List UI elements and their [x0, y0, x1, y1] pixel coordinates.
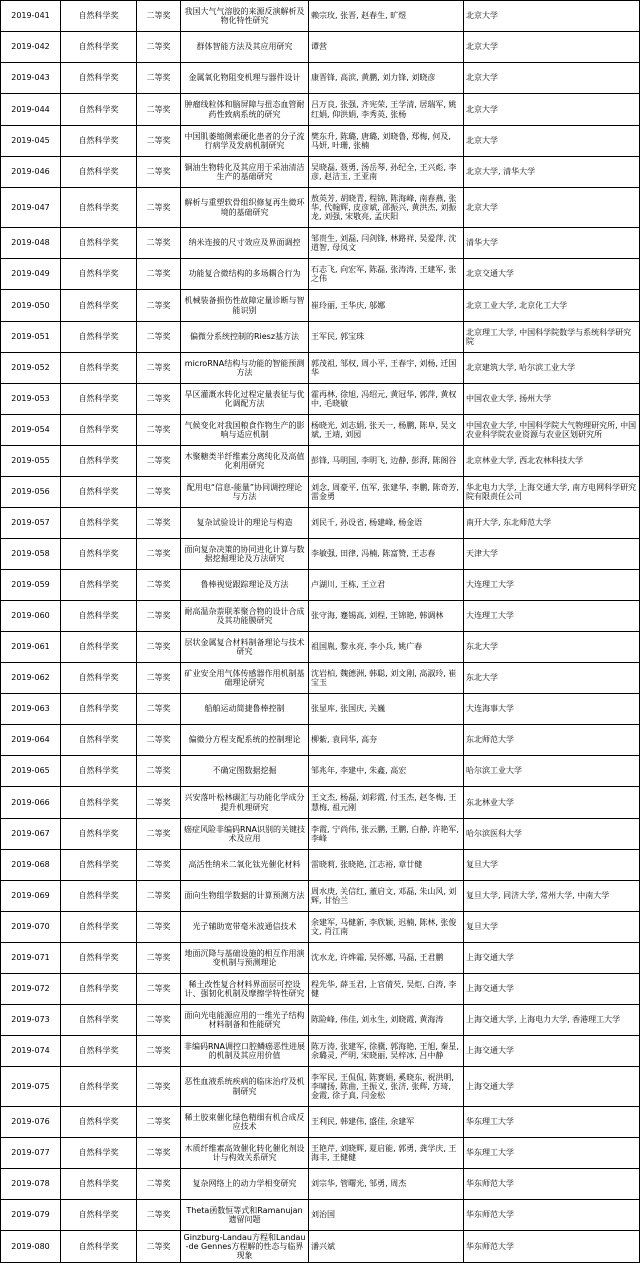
award-category: 自然科学奖 [61, 1200, 137, 1231]
award-level: 二等奖 [137, 126, 181, 157]
award-category: 自然科学奖 [61, 94, 137, 126]
award-category: 自然科学奖 [61, 477, 137, 508]
award-category: 自然科学奖 [61, 1, 137, 32]
organizations: 上海交通大学 [464, 943, 640, 974]
organizations: 大连理工大学 [464, 601, 640, 632]
award-level: 二等奖 [137, 850, 181, 881]
project-title: 非编码RNA调控口腔鳞癌恶性进展的机制及其应用价值 [181, 1036, 309, 1067]
award-level: 二等奖 [137, 508, 181, 539]
completers: 柳紫, 袁同华, 高夯 [309, 725, 464, 756]
award-category: 自然科学奖 [61, 1005, 137, 1036]
completers: 沈水龙, 许烨霜, 吴怀娜, 马磊, 王君鹏 [309, 943, 464, 974]
award-id: 2019-072 [1, 974, 61, 1005]
award-category: 自然科学奖 [61, 1231, 137, 1263]
completers: 张守海, 蹇锡高, 刘程, 王锦艳, 韩调林 [309, 601, 464, 632]
project-title: 鲁棒视觉跟踪理论及方法 [181, 570, 309, 601]
award-id: 2019-070 [1, 912, 61, 943]
award-id: 2019-069 [1, 881, 61, 912]
organizations: 华东师范大学 [464, 1200, 640, 1231]
table-row [1, 157, 640, 188]
award-level: 二等奖 [137, 756, 181, 787]
table-row [1, 94, 640, 126]
organizations: 大连理工大学 [464, 570, 640, 601]
award-id: 2019-053 [1, 384, 61, 415]
award-id: 2019-060 [1, 601, 61, 632]
table-row [1, 290, 640, 322]
award-level: 二等奖 [137, 32, 181, 63]
award-category: 自然科学奖 [61, 188, 137, 228]
organizations: 上海交通大学, 上海电力大学, 香港理工大学 [464, 1005, 640, 1036]
completers: 程先华, 薛玉君, 上官倩芡, 吴炬, 白涛, 李健 [309, 974, 464, 1005]
award-category: 自然科学奖 [61, 819, 137, 850]
completers: 邹贵生, 刘磊, 闫剑锋, 林路祥, 吴爱萍, 沈道智, 母凤文 [309, 228, 464, 259]
award-id: 2019-058 [1, 539, 61, 570]
organizations: 北京大学 [464, 63, 640, 94]
organizations: 哈尔滨医科大学 [464, 819, 640, 850]
completers: 王文杰, 杨磊, 刘彩霞, 付玉杰, 赵冬梅, 王慧梅, 祖元刚 [309, 787, 464, 819]
organizations: 上海交通大学 [464, 1036, 640, 1067]
award-category: 自然科学奖 [61, 570, 137, 601]
award-id: 2019-057 [1, 508, 61, 539]
award-level: 二等奖 [137, 1107, 181, 1138]
table-row [1, 1067, 640, 1107]
award-id: 2019-065 [1, 756, 61, 787]
project-title: 解析与重塑软骨组织修复再生微环境的基础研究 [181, 188, 309, 228]
award-level: 二等奖 [137, 1138, 181, 1169]
table-row [1, 228, 640, 259]
organizations: 北京工业大学, 北京化工大学 [464, 290, 640, 322]
table-row [1, 446, 640, 477]
table-row [1, 508, 640, 539]
project-title: Ginzburg-Landau方程和Landau-de Gennes方程解的性态与临界现象 [181, 1231, 309, 1263]
organizations: 北京大学 [464, 94, 640, 126]
table-row [1, 384, 640, 415]
award-category: 自然科学奖 [61, 1169, 137, 1200]
award-level: 二等奖 [137, 446, 181, 477]
organizations: 上海交通大学 [464, 974, 640, 1005]
award-id: 2019-063 [1, 694, 61, 725]
award-level: 二等奖 [137, 974, 181, 1005]
organizations: 东北大学 [464, 663, 640, 694]
award-level: 二等奖 [137, 290, 181, 322]
completers: 吴晓磊, 聂勇, 汤岳琴, 孙纪全, 王兴彪, 李彦, 赵洁玉, 王亚南 [309, 157, 464, 188]
organizations: 华东师范大学 [464, 1169, 640, 1200]
award-level: 二等奖 [137, 63, 181, 94]
completers: 李霞, 宁尚伟, 张云鹏, 王鹏, 白静, 许艳军, 李峰 [309, 819, 464, 850]
award-category: 自然科学奖 [61, 1107, 137, 1138]
award-id: 2019-050 [1, 290, 61, 322]
project-title: 偏微分系统控制的Riesz基方法 [181, 322, 309, 353]
table-row [1, 63, 640, 94]
project-title: 复杂网络上的动力学相变研究 [181, 1169, 309, 1200]
table-row [1, 1, 640, 32]
project-title: 金属氧化物阻变机理与器件设计 [181, 63, 309, 94]
project-title: 中国肌萎缩侧索硬化患者的分子流行病学及发病机制研究 [181, 126, 309, 157]
table-row [1, 259, 640, 290]
completers: 李军民, 王侃侃, 陈赛娟, 奚晓东, 祝洪明, 李啸扬, 陈曲, 王振义, 张济, 张辉, 方琦, 金霞, 徐子真, 闫金松 [309, 1067, 464, 1107]
award-level: 二等奖 [137, 570, 181, 601]
award-category: 自然科学奖 [61, 632, 137, 663]
award-level: 二等奖 [137, 353, 181, 384]
organizations: 北京理工大学, 中国科学院数学与系统科学研究院 [464, 322, 640, 353]
completers: 潘兴斌 [309, 1231, 464, 1263]
completers: 余建军, 马健新, 李欣颖, 迟楠, 陈林, 张俊文, 肖江南 [309, 912, 464, 943]
award-id: 2019-078 [1, 1169, 61, 1200]
table-row [1, 663, 640, 694]
table-row [1, 943, 640, 974]
completers: 邹兆年, 李建中, 朱鑫, 高宏 [309, 756, 464, 787]
project-title: 稀土胶束催化绿色精细有机合成反应技术 [181, 1107, 309, 1138]
award-level: 二等奖 [137, 1200, 181, 1231]
award-level: 二等奖 [137, 228, 181, 259]
organizations: 上海交通大学 [464, 1067, 640, 1107]
award-category: 自然科学奖 [61, 1036, 137, 1067]
award-id: 2019-059 [1, 570, 61, 601]
table-row [1, 1200, 640, 1231]
project-title: 我国大气气溶胶的来源反演解析及物化特性研究 [181, 1, 309, 32]
table-row [1, 570, 640, 601]
award-level: 二等奖 [137, 1005, 181, 1036]
award-category: 自然科学奖 [61, 850, 137, 881]
organizations: 华东理工大学 [464, 1138, 640, 1169]
project-title: 矿业安全用气体传感器作用机制基础理论研究 [181, 663, 309, 694]
award-level: 二等奖 [137, 663, 181, 694]
award-category: 自然科学奖 [61, 943, 137, 974]
award-id: 2019-071 [1, 943, 61, 974]
award-category: 自然科学奖 [61, 725, 137, 756]
organizations: 北京大学 [464, 1, 640, 32]
award-category: 自然科学奖 [61, 974, 137, 1005]
award-id: 2019-056 [1, 477, 61, 508]
award-id: 2019-080 [1, 1231, 61, 1263]
completers: 崔玲丽, 王华庆, 邬娜 [309, 290, 464, 322]
award-level: 二等奖 [137, 94, 181, 126]
award-category: 自然科学奖 [61, 157, 137, 188]
award-id: 2019-049 [1, 259, 61, 290]
award-category: 自然科学奖 [61, 415, 137, 446]
award-table-body [1, 1, 640, 1263]
organizations: 哈尔滨工业大学 [464, 756, 640, 787]
award-level: 二等奖 [137, 1, 181, 32]
award-category: 自然科学奖 [61, 756, 137, 787]
award-level: 二等奖 [137, 819, 181, 850]
project-title: 纳米连接的尺寸效应及界面调控 [181, 228, 309, 259]
award-id: 2019-054 [1, 415, 61, 446]
award-level: 二等奖 [137, 1169, 181, 1200]
award-level: 二等奖 [137, 881, 181, 912]
award-id: 2019-067 [1, 819, 61, 850]
award-category: 自然科学奖 [61, 1138, 137, 1169]
organizations: 天津大学 [464, 539, 640, 570]
award-category: 自然科学奖 [61, 63, 137, 94]
organizations: 复旦大学 [464, 850, 640, 881]
organizations: 北京大学 [464, 188, 640, 228]
organizations: 东北师范大学 [464, 725, 640, 756]
award-category: 自然科学奖 [61, 663, 137, 694]
completers: 杨晓光, 刘志娟, 张天一, 杨鹏, 陈阜, 吴文斌, 王靖, 刘园 [309, 415, 464, 446]
project-title: 层状金属复合材料制备理论与技术研究 [181, 632, 309, 663]
completers: 卢湖川, 王栋, 王立君 [309, 570, 464, 601]
project-title: 不确定图数据挖掘 [181, 756, 309, 787]
completers: 刘治国 [309, 1200, 464, 1231]
table-row [1, 1231, 640, 1263]
project-title: 气候变化对我国粮食作物生产的影响与适应机制 [181, 415, 309, 446]
award-level: 二等奖 [137, 384, 181, 415]
award-level: 二等奖 [137, 694, 181, 725]
organizations: 大连海事大学 [464, 694, 640, 725]
award-level: 二等奖 [137, 477, 181, 508]
table-row [1, 850, 640, 881]
completers: 张显库, 张国庆, 关巍 [309, 694, 464, 725]
table-row [1, 881, 640, 912]
award-level: 二等奖 [137, 912, 181, 943]
project-title: 肿瘤线粒体和脑屏障与扭态血管耐药性致病系统的研究 [181, 94, 309, 126]
award-id: 2019-079 [1, 1200, 61, 1231]
award-id: 2019-062 [1, 663, 61, 694]
table-row [1, 1036, 640, 1067]
project-title: 兴安落叶松林碳汇与功能化学成分提升机理研究 [181, 787, 309, 819]
completers: 郭茂祖, 邹权, 周小平, 王春宇, 刘杨, 迁国华 [309, 353, 464, 384]
award-category: 自然科学奖 [61, 126, 137, 157]
project-title: 旱区灌溉水转化过程定量表征与优化调配方法 [181, 384, 309, 415]
project-title: 木质纤维素高效催化转化催化剂设计与构效关系研究 [181, 1138, 309, 1169]
award-category: 自然科学奖 [61, 353, 137, 384]
organizations: 中国农业大学, 扬州大学 [464, 384, 640, 415]
award-id: 2019-045 [1, 126, 61, 157]
award-id: 2019-052 [1, 353, 61, 384]
award-category: 自然科学奖 [61, 912, 137, 943]
organizations: 北京大学, 清华大学 [464, 157, 640, 188]
award-category: 自然科学奖 [61, 290, 137, 322]
award-id: 2019-076 [1, 1107, 61, 1138]
award-category: 自然科学奖 [61, 446, 137, 477]
project-title: 高活性纳米二氧化钛光催化材料 [181, 850, 309, 881]
project-title: 恶性血液系统疾病的临床治疗及机制研究 [181, 1067, 309, 1107]
project-title: 耐高温杂萘联苯聚合物的设计合成及其功能膜研究 [181, 601, 309, 632]
award-category: 自然科学奖 [61, 259, 137, 290]
award-category: 自然科学奖 [61, 508, 137, 539]
award-id: 2019-075 [1, 1067, 61, 1107]
project-title: 稀土改性复合材料界面层可控设计、强韧化机制及摩擦学特性研究 [181, 974, 309, 1005]
table-row [1, 974, 640, 1005]
table-row [1, 353, 640, 384]
organizations: 中国农业大学, 中国科学院大气物理研究所, 中国农业科学院农业资源与农业区划研究所 [464, 415, 640, 446]
award-level: 二等奖 [137, 259, 181, 290]
project-title: 铜油生物转化及其应用于采油清洁生产的基础研究 [181, 157, 309, 188]
project-title: 配用电“信息-能量”协同调控理论与方法 [181, 477, 309, 508]
table-row [1, 539, 640, 570]
table-row [1, 725, 640, 756]
completers: 刘念, 周豪平, 伍军, 张建华, 李鹏, 陈奇芳, 雷金勇 [309, 477, 464, 508]
award-category: 自然科学奖 [61, 32, 137, 63]
project-title: 面向光电能源应用的一维光子结构材料制备和性能研究 [181, 1005, 309, 1036]
award-id: 2019-055 [1, 446, 61, 477]
award-category: 自然科学奖 [61, 384, 137, 415]
project-title: 偏微分方程支配系统的控制理论 [181, 725, 309, 756]
award-category: 自然科学奖 [61, 787, 137, 819]
organizations: 华东理工大学 [464, 1107, 640, 1138]
organizations: 北京大学 [464, 32, 640, 63]
completers: 彭锋, 马明国, 李明飞, 边静, 彭湃, 陈阁谷 [309, 446, 464, 477]
award-category: 自然科学奖 [61, 322, 137, 353]
organizations: 北京林业大学, 西北农林科技大学 [464, 446, 640, 477]
completers: 李敏强, 田律, 冯楠, 陈富赞, 王志春 [309, 539, 464, 570]
award-category: 自然科学奖 [61, 601, 137, 632]
table-row [1, 126, 640, 157]
project-title: 面向复杂决策的协同进化计算与数据挖掘理论及方法研究 [181, 539, 309, 570]
table-row [1, 601, 640, 632]
award-level: 二等奖 [137, 322, 181, 353]
organizations: 北京大学 [464, 126, 640, 157]
award-id: 2019-046 [1, 157, 61, 188]
table-row [1, 756, 640, 787]
project-title: 光子辅助宽带毫米波通信技术 [181, 912, 309, 943]
completers: 石志飞, 向宏军, 陈磊, 张涛涛, 王建军, 张之伟 [309, 259, 464, 290]
completers: 吕万良, 张强, 齐宪荣, 王学清, 居瑞军, 姚红娟, 仰洪娟, 李秀英, 张杨 [309, 94, 464, 126]
organizations: 清华大学 [464, 228, 640, 259]
project-title: microRNA结构与功能的智能预测方法 [181, 353, 309, 384]
award-id: 2019-074 [1, 1036, 61, 1067]
award-level: 二等奖 [137, 601, 181, 632]
completers: 康晋锋, 高滨, 黄鹏, 刘力锋, 刘晓彦 [309, 63, 464, 94]
table-row [1, 322, 640, 353]
award-id: 2019-064 [1, 725, 61, 756]
award-category: 自然科学奖 [61, 881, 137, 912]
table-row [1, 912, 640, 943]
completers: 王艳芹, 刘晓辉, 夏启能, 郭勇, 龚学庆, 王海丰, 王健健 [309, 1138, 464, 1169]
award-level: 二等奖 [137, 157, 181, 188]
project-title: Theta函数恒等式和Ramanujan遗留问题 [181, 1200, 309, 1231]
award-id: 2019-077 [1, 1138, 61, 1169]
table-row [1, 1169, 640, 1200]
award-level: 二等奖 [137, 632, 181, 663]
award-level: 二等奖 [137, 787, 181, 819]
award-id: 2019-043 [1, 63, 61, 94]
award-level: 二等奖 [137, 1036, 181, 1067]
award-level: 二等奖 [137, 415, 181, 446]
award-id: 2019-044 [1, 94, 61, 126]
table-row [1, 819, 640, 850]
completers: 霍再林, 徐旭, 冯绍元, 黄冠华, 郭萍, 黄权中, 毛晓敏 [309, 384, 464, 415]
table-row [1, 1107, 640, 1138]
award-id: 2019-066 [1, 787, 61, 819]
award-id: 2019-048 [1, 228, 61, 259]
completers: 敖英芳, 胡晓青, 程锦, 陈海峰, 南春燕, 张华, 代翰辉, 皮彦斌, 邵振兴, 黄洪杰, 刘振龙, 刘强, 宋敬亮, 孟庆阳 [309, 188, 464, 228]
award-id: 2019-042 [1, 32, 61, 63]
table-row [1, 1005, 640, 1036]
organizations: 东北大学 [464, 632, 640, 663]
award-level: 二等奖 [137, 539, 181, 570]
table-row [1, 1138, 640, 1169]
award-level: 二等奖 [137, 1231, 181, 1263]
award-category: 自然科学奖 [61, 228, 137, 259]
table-row [1, 694, 640, 725]
project-title: 木聚糖类半纤维素分离纯化及高值化利用研究 [181, 446, 309, 477]
project-title: 面向生物组学数据的计算预测方法 [181, 881, 309, 912]
organizations: 复旦大学 [464, 912, 640, 943]
completers: 祖国胤, 黎永亮, 李小兵, 姚广春 [309, 632, 464, 663]
award-category: 自然科学奖 [61, 694, 137, 725]
organizations: 东北林业大学 [464, 787, 640, 819]
table-row [1, 32, 640, 63]
award-level: 二等奖 [137, 943, 181, 974]
table-row [1, 477, 640, 508]
completers: 樊东升, 陈璐, 唐璐, 刘晓鲁, 郑梅, 何及, 马妍, 叶珊, 张楠 [309, 126, 464, 157]
table-row [1, 188, 640, 228]
award-id: 2019-061 [1, 632, 61, 663]
award-category: 自然科学奖 [61, 539, 137, 570]
award-level: 二等奖 [137, 725, 181, 756]
completers: 陈万涛, 张建军, 徐骥, 郭海艳, 王旭, 秦星, 余璐灵, 严明, 宋晓丽, 吴梓冰, 吕中静 [309, 1036, 464, 1067]
award-level: 二等奖 [137, 188, 181, 228]
organizations: 北京建筑大学, 哈尔滨工业大学 [464, 353, 640, 384]
organizations: 华东师范大学 [464, 1231, 640, 1263]
award-id: 2019-051 [1, 322, 61, 353]
table-row [1, 632, 640, 663]
project-title: 群体智能方法及其应用研究 [181, 32, 309, 63]
organizations: 复旦大学, 同济大学, 常州大学, 中南大学 [464, 881, 640, 912]
completers: 沈岩柏, 魏德洲, 韩聪, 刘文刚, 高淑玲, 崔宝玉 [309, 663, 464, 694]
completers: 王利民, 韩建伟, 盛佳, 余建军 [309, 1107, 464, 1138]
award-id: 2019-047 [1, 188, 61, 228]
organizations: 华北电力大学, 上海交通大学, 南方电网科学研究院有限责任公司 [464, 477, 640, 508]
completers: 陈险峰, 伟佳, 刘永生, 刘晓霞, 黄海涛 [309, 1005, 464, 1036]
award-id: 2019-073 [1, 1005, 61, 1036]
project-title: 机械装备损伤性故障定量诊断与智能识别 [181, 290, 309, 322]
project-title: 地面沉降与基础设施的相互作用演变机制与预测理论 [181, 943, 309, 974]
completers: 刘宗华, 管曙光, 邹勇, 周杰 [309, 1169, 464, 1200]
table-row [1, 415, 640, 446]
award-category: 自然科学奖 [61, 1067, 137, 1107]
completers: 刘民千, 孙设省, 杨建峰, 杨金语 [309, 508, 464, 539]
completers: 赖宗玫, 张晋, 赵春生, 旷煜 [309, 1, 464, 32]
project-title: 癌症风险非编码RNA识别的关键技术及应用 [181, 819, 309, 850]
organizations: 北京交通大学 [464, 259, 640, 290]
project-title: 船舶运动简捷鲁棒控制 [181, 694, 309, 725]
completers: 王军民, 郭宝珠 [309, 322, 464, 353]
completers: 雷晓莉, 张晓艳, 江志裕, 章廿健 [309, 850, 464, 881]
award-id: 2019-068 [1, 850, 61, 881]
completers: 谭营 [309, 32, 464, 63]
table-row [1, 787, 640, 819]
award-level: 二等奖 [137, 1067, 181, 1107]
award-id: 2019-041 [1, 1, 61, 32]
project-title: 功能复合微结构的多场耦合行为 [181, 259, 309, 290]
organizations: 南开大学, 东北师范大学 [464, 508, 640, 539]
project-title: 复杂试验设计的理论与构造 [181, 508, 309, 539]
completers: 周水庚, 关信红, 董启文, 邓磊, 朱山风, 刘辉, 甘怡兰 [309, 881, 464, 912]
